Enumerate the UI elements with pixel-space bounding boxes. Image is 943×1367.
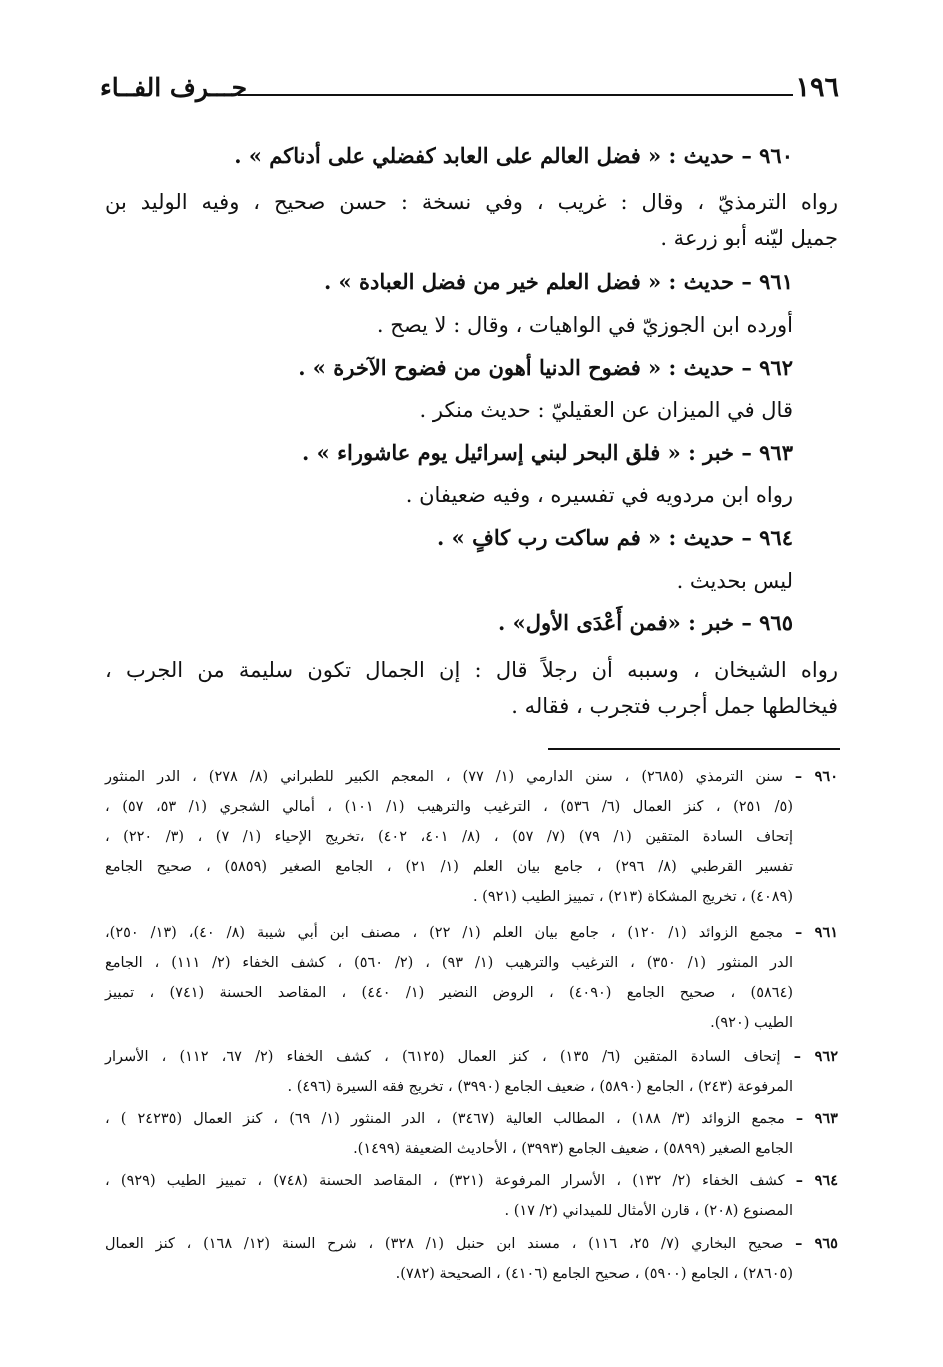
footnote-961-line-3: (٥٨٦٤) ، صحيح الجامع (٤٠٩٠) ، الروض النضير (١/ ٤٤٠) ، المقاصد الحسنة (٧٤١) ، تمييز xyxy=(105,985,794,1001)
footnote-961-text-1: مجمع الزوائد (١/ ١٢٠) ، جامع بيان العلم (١/ ٢٢) ، مصنف ابن أبي شيبة (٨/ ٤٠)، (١٣/ ٢٥٠)، xyxy=(105,925,795,941)
entry-964-text: « فم ساكت رب كافٍ » . xyxy=(437,525,669,550)
entry-963-comment: رواه ابن مردويه في تفسيره ، وفيه ضعيفان . xyxy=(405,483,793,507)
footnote-964-number: ٩٦٤ – xyxy=(795,1172,839,1189)
footnote-961-number: ٩٦١ – xyxy=(795,924,839,941)
entry-961-number: ٩٦١ – حديث : xyxy=(668,269,793,294)
entry-965-number: ٩٦٥ – خبر : xyxy=(688,610,793,635)
footnote-960-line-4: تفسير القرطبي (٨/ ٢٩٦) ، جامع بيان العلم (١/ ٢١) ، الجامع الصغير (٥٨٥٩) ، صحيح الجامع xyxy=(105,859,794,875)
footnote-962-text-1: إتحاف السادة المتقين (٦/ ١٣٥) ، كنز العمال (٦١٢٥) ، كشف الخفاء (٢/ ٦٧، ١١٢) ، الأسرار xyxy=(105,1049,794,1065)
footnote-964-text-1: كشف الخفاء (٢/ ١٣٢) ، الأسرار المرفوعة (٣٢١) ، المقاصد الحسنة (٧٤٨) ، تمييز الطيب (٩٢٩) ، xyxy=(105,1173,796,1189)
entry-962-line xyxy=(298,348,793,388)
entry-963-line xyxy=(302,433,793,473)
entry-960-comment-line-2: جميل ليّنه أبو زرعة . xyxy=(660,226,838,250)
footnote-960-line-3: إتحاف السادة المتقين (١/ ٧٩) (٧/ ٥٧) ، (٨/ ٤٠١، ٤٠٢) ،تخريج الإحياء (١/ ٧) ، (٣/ ٢٢٠) ، xyxy=(105,829,794,845)
entry-963-number: ٩٦٣ – خبر : xyxy=(688,440,793,465)
footnote-963-line-1 xyxy=(105,1104,838,1134)
entry-961-comment: أورده ابن الجوزيّ في الواهيات ، وقال : لا يصح . xyxy=(376,313,793,337)
entry-962-comment: قال في الميزان عن العقيليّ : حديث منكر . xyxy=(419,398,793,422)
footnote-964-line-2: المصنوع (٢٠٨) ، قارن الأمثال للميداني (٢/ ١٧) . xyxy=(504,1203,793,1219)
footnote-962-line-2: المرفوعة (٢٤٣) ، الجامع (٥٨٩٠) ، ضعيف الجامع (٣٩٩٠) ، تخريج فقه السيرة (٤٩٦) . xyxy=(287,1079,793,1095)
entry-960-text: « فضل العالم على العابد كفضلي على أدناكم » . xyxy=(234,143,669,168)
entry-965-text: «فمن أَعْدَى الأول» . xyxy=(498,610,689,635)
footnote-965-number: ٩٦٥ – xyxy=(795,1235,838,1252)
entry-964-line xyxy=(437,518,793,558)
entry-965-line xyxy=(498,603,793,643)
footnote-separator xyxy=(548,748,840,750)
entry-962-text: « فضوح الدنيا أهون من فضوح الآخرة » . xyxy=(298,355,669,380)
footnote-961-line-2: الدر المنثور (١/ ٣٥٠) ، الترغيب والترهيب (١/ ٩٣) ، (٢/ ٥٦٠) ، كشف الخفاء (٢/ ١١١) ، الجامع xyxy=(105,955,793,971)
entry-962-number: ٩٦٢ – حديث : xyxy=(668,355,793,380)
footnote-965-line-2: (٢٨٦٠٥) ، الجامع (٥٩٠٠) ، صحيح الجامع (٤١٠٦) ، الصحيحة (٧٨٢). xyxy=(395,1266,793,1282)
entry-965-comment-line-2: فيخالطها جمل أجرب فتجرب ، فقاله . xyxy=(511,694,838,718)
footnote-962-line-1 xyxy=(105,1042,838,1072)
entry-964-number: ٩٦٤ – حديث : xyxy=(668,525,793,550)
footnote-961-line-1 xyxy=(105,918,838,948)
footnote-963-text-1: مجمع الزوائد (٣/ ١٨٨) ، المطالب العالية (٣٤٦٧) ، الدر المنثور (١/ ٦٩) ، كنز العمال (٢٤٢٣٥ ) ، xyxy=(105,1111,796,1127)
footnote-965-line-1 xyxy=(105,1229,838,1259)
entry-960-comment-line-1: رواه الترمذيّ ، وقال : غريب ، وفي نسخة : حسن صحيح ، وفيه الوليد بن xyxy=(105,190,838,214)
entry-961-text: « فضل العلم خير من فضل العبادة » . xyxy=(323,269,669,294)
entry-965-comment-line-1: رواه الشيخان ، وسببه أن رجلاً قال : إن الجمال تكون سليمة من الجرب ، xyxy=(105,658,838,682)
footnote-963-number: ٩٦٣ – xyxy=(795,1110,838,1127)
entry-960-number: ٩٦٠ – حديث : xyxy=(668,143,793,168)
footnote-960-line-1 xyxy=(105,762,838,792)
footnote-962-number: ٩٦٢ – xyxy=(793,1048,838,1065)
footnote-960-line-2: (٥/ ٢٥١) ، كنز العمال (٦/ ٥٣٦) ، الترغيب والترهيب (١/ ١٠١) ، أمالي الشجري (١/ ٥٣، ٥٧) ، xyxy=(105,799,793,815)
footnote-961-line-4: الطيب (٩٢٠). xyxy=(710,1015,793,1031)
footnote-960-text-1: سنن الترمذي (٢٦٨٥) ، سنن الدارمي (١/ ٧٧) ، المعجم الكبير للطبراني (٨/ ٢٧٨) ، الدر المنثور xyxy=(105,769,795,785)
footnote-960-line-5: (٤٠٨٩) ، تخريج المشكاة (٢١٣) ، تمييز الطيب (٩٢١) . xyxy=(472,889,793,905)
chapter-title: حـــرف الفــاء xyxy=(100,73,248,102)
header-rule xyxy=(238,94,793,96)
footnote-964-line-1 xyxy=(105,1166,838,1196)
entry-960-line xyxy=(234,136,793,176)
entry-963-text: « فلق البحر لبني إسرائيل يوم عاشوراء » . xyxy=(302,440,689,465)
footnote-965-text-1: صحيح البخاري (٧/ ٢٥، ١١٦) ، مسند ابن حنبل (١/ ٣٢٨) ، شرح السنة (١٢/ ١٦٨) ، كنز العمال xyxy=(105,1236,796,1252)
entry-964-comment: ليس بحديث . xyxy=(676,569,793,593)
footnote-960-number: ٩٦٠ – xyxy=(794,768,838,785)
entry-961-line xyxy=(324,262,793,302)
page-number: ١٩٦ xyxy=(795,72,839,103)
footnote-963-line-2: الجامع الصغير (٥٨٩٩) ، ضعيف الجامع (٣٩٩٣) ، الأحاديث الضعيفة (١٤٩٩). xyxy=(353,1141,793,1157)
